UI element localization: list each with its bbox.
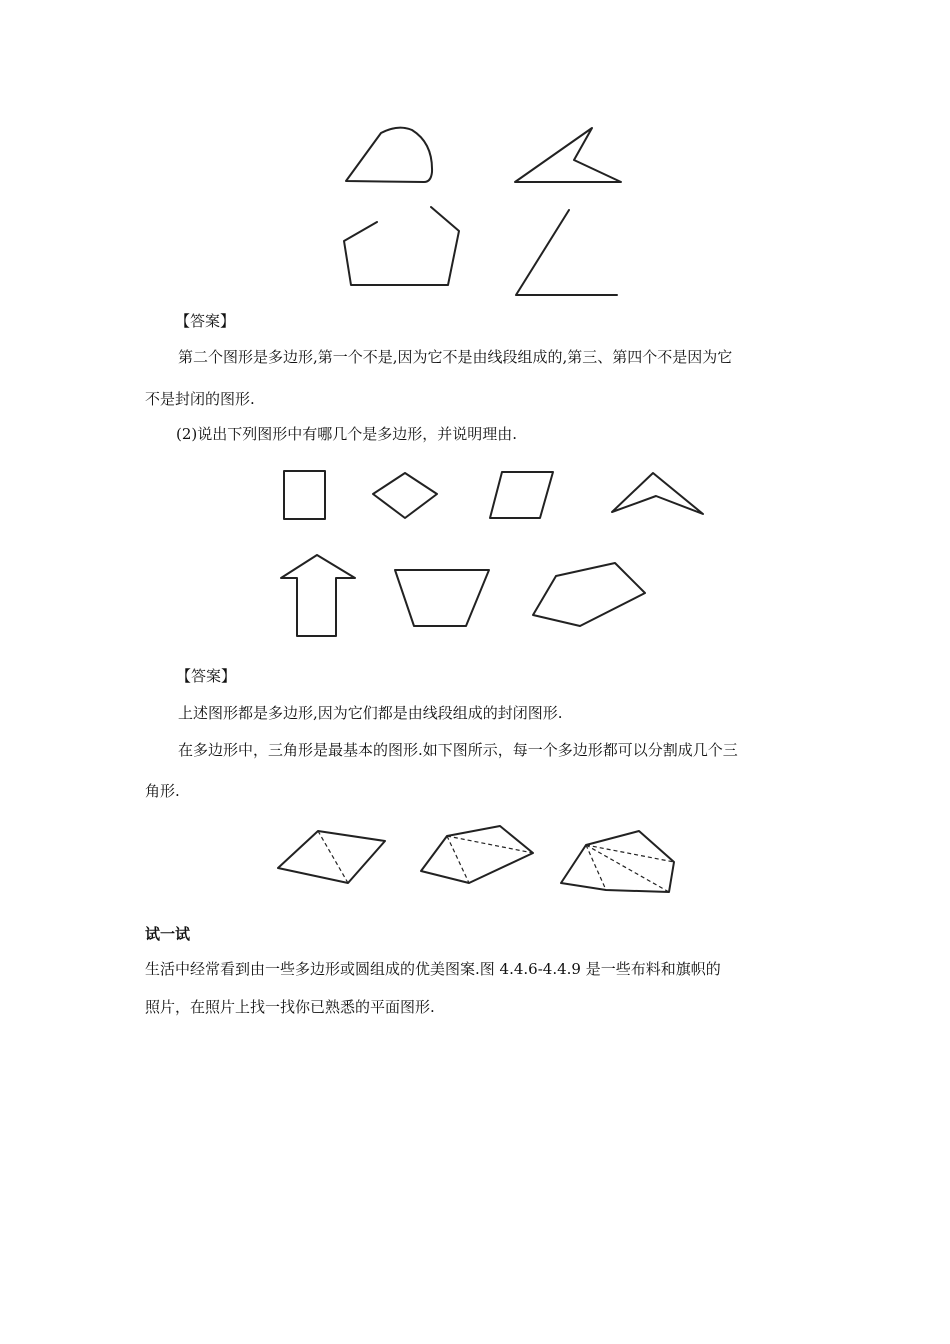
answer-text-1b: 不是封闭的图形. (145, 390, 255, 408)
paragraph-line-2: 角形. (145, 782, 180, 800)
diagonal-2b (447, 836, 469, 883)
try-it-heading: 试一试 (145, 925, 191, 943)
answer-label-2: 【答案】 (176, 667, 237, 685)
quadrilateral-divided (278, 831, 385, 883)
try-it-line-1: 生活中经常看到由一些多边形或圆组成的优美图案.图 4.4.6-4.4.9 是一些布料和旗帜的 (145, 960, 721, 978)
question-2: (2)说出下列图形中有哪几个是多边形，并说明理由. (176, 425, 518, 443)
diagonal-3a (586, 845, 674, 862)
diagonal-1 (318, 831, 348, 883)
hexagon-divided (561, 831, 674, 892)
diagonal-3b (586, 845, 669, 892)
diagonal-3c (586, 845, 606, 890)
diagonal-2a (447, 836, 533, 853)
answer-label-1: 【答案】 (175, 312, 236, 330)
answer-text-2: 上述图形都是多边形,因为它们都是由线段组成的封闭图形. (178, 704, 563, 722)
paragraph-line-1: 在多边形中，三角形是最基本的图形.如下图所示，每一个多边形都可以分割成几个三 (178, 741, 738, 759)
answer-text-1a: 第二个图形是多边形,第一个不是,因为它不是由线段组成的,第三、第四个不是因为它 (178, 348, 733, 366)
try-it-line-2: 照片，在照片上找一找你已熟悉的平面图形. (145, 998, 435, 1016)
pentagon-divided (421, 826, 533, 883)
